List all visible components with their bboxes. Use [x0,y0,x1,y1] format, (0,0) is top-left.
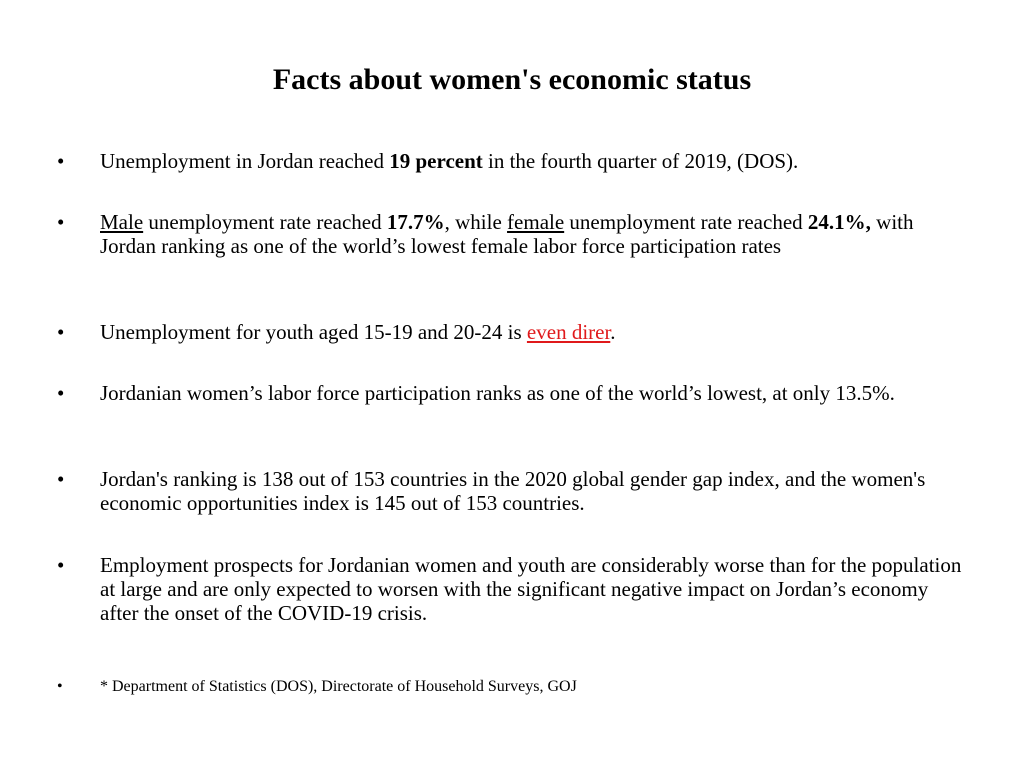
slide-title: Facts about women's economic status [272,63,752,96]
bullet-icon: • [57,381,65,405]
bullet-text-bold: 24.1%, [807,210,871,234]
bullet-text-underlined: female [507,210,565,234]
bullet-item-prospects [57,553,962,625]
bullet-text-bold: 17.7% [386,210,445,234]
bullet-text-part: Unemployment for youth aged 15-19 and 20-24 is [100,320,527,344]
bullet-text-part: . [610,320,616,344]
bullet-text [100,210,962,258]
bullet-text: Employment prospects for Jordanian women and youth are considerably worse than for the population at large and are only expected to worsen with the significant negative impact on Jordan’s economy after the onset of the COVID-19 crisis. [100,553,962,625]
bullet-icon: • [57,210,65,234]
bullet-item-ranking [57,467,962,515]
bullet-text [100,320,962,344]
bullet-text-part: , while [444,210,508,234]
bullet-item-source [57,677,962,697]
bullet-text-part: with Jordan ranking as one of the world’s lowest female labor force participation rates [100,210,914,258]
bullet-item-gender-rates [57,210,962,258]
bullet-text-bold: 19 percent [389,149,483,173]
bullet-icon: • [57,149,65,173]
bullet-text: Jordan's ranking is 138 out of 153 countries in the 2020 global gender gap index, and the women's economic opportunities index is 145 out of 153 countries. [100,467,926,515]
bullet-text-part: Unemployment in Jordan reached [100,149,390,173]
bullet-icon: • [57,320,65,344]
bullet-text: Jordanian women’s labor force participation ranks as one of the world’s lowest, at only 13.5%. [100,381,895,405]
bullet-text [100,149,962,173]
bullet-text-underlined: Male [100,210,144,234]
bullet-text-part: unemployment rate reached [564,210,808,234]
bullet-icon: • [57,467,65,491]
bullet-text-part: in the fourth quarter of 2019, (DOS). [482,149,799,173]
bullet-icon: • [57,553,65,577]
bullet-icon: • [57,678,63,695]
bullet-item-unemployment [57,149,962,173]
bullet-item-youth [57,320,962,344]
bullet-text-part: unemployment rate reached [143,210,387,234]
bullet-item-participation [57,381,962,405]
even-direr-link[interactable]: even direr [526,320,611,344]
source-note: * Department of Statistics (DOS), Directorate of Household Surveys, GOJ [100,678,577,695]
